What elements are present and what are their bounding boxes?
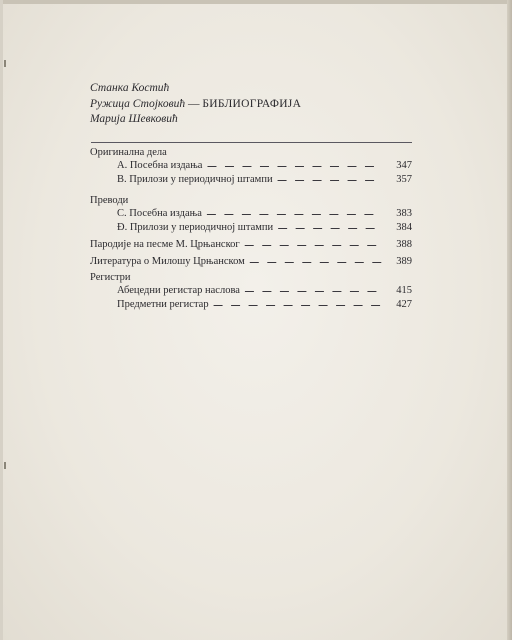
toc-entry-page: 357 [396,173,412,185]
toc-entry[interactable] [90,284,412,298]
toc-entry[interactable] [90,207,412,221]
toc-entry-page: 384 [396,221,412,233]
toc-entry[interactable] [90,173,412,187]
toc-heading-translations: Преводи [90,195,129,206]
toc-entry[interactable] [90,221,412,235]
toc-entry-label: Литература о Милошу Црњанском [90,255,245,267]
toc-entry-page: 415 [396,285,412,296]
author-name: Ружица Стојковић [90,97,186,110]
toc-entry-parodies[interactable] [90,238,412,252]
authors-block [90,81,301,128]
toc-entry-page: 347 [396,160,412,171]
toc-entry-literature[interactable] [90,255,412,269]
page-right-edge [507,0,512,640]
binding-mark [4,60,6,67]
author-name: Станка Костић [90,82,170,94]
author-title-line [90,98,301,110]
toc-entry-label: А. Посебна издања [117,160,203,171]
section-title: БИБЛИОГРАФИЈА [202,97,302,110]
toc-entry-page: 388 [396,239,412,250]
toc-entry-label: Ɖ. Прилози у периодичној штампи [117,221,274,233]
toc-entry-label: С. Посебна издања [117,208,202,219]
toc-heading-registers: Регистри [90,272,131,283]
toc-entry-page: 389 [396,255,412,267]
toc-entry-label: Абецедни регистар наслова [117,285,240,296]
toc-entry[interactable] [90,159,412,173]
table-of-contents [90,146,412,311]
toc-entry-page: 383 [396,208,412,219]
toc-entry-page: 427 [396,298,412,310]
toc-entry[interactable] [90,298,412,312]
binding-mark [4,462,6,469]
toc-entry-label: В. Прилози у периодичној штампи [117,173,273,185]
title-separator: — [187,97,200,110]
toc-entry-label: Предметни регистар [117,298,209,310]
page-left-edge [0,0,3,640]
toc-heading-original-works: Оригинална дела [90,147,167,158]
divider-rule [91,142,412,143]
author-name: Марија Шевковић [90,113,178,125]
toc-entry-label: Пародије на песме М. Црњанског [90,239,240,250]
page-top-edge [0,0,512,4]
